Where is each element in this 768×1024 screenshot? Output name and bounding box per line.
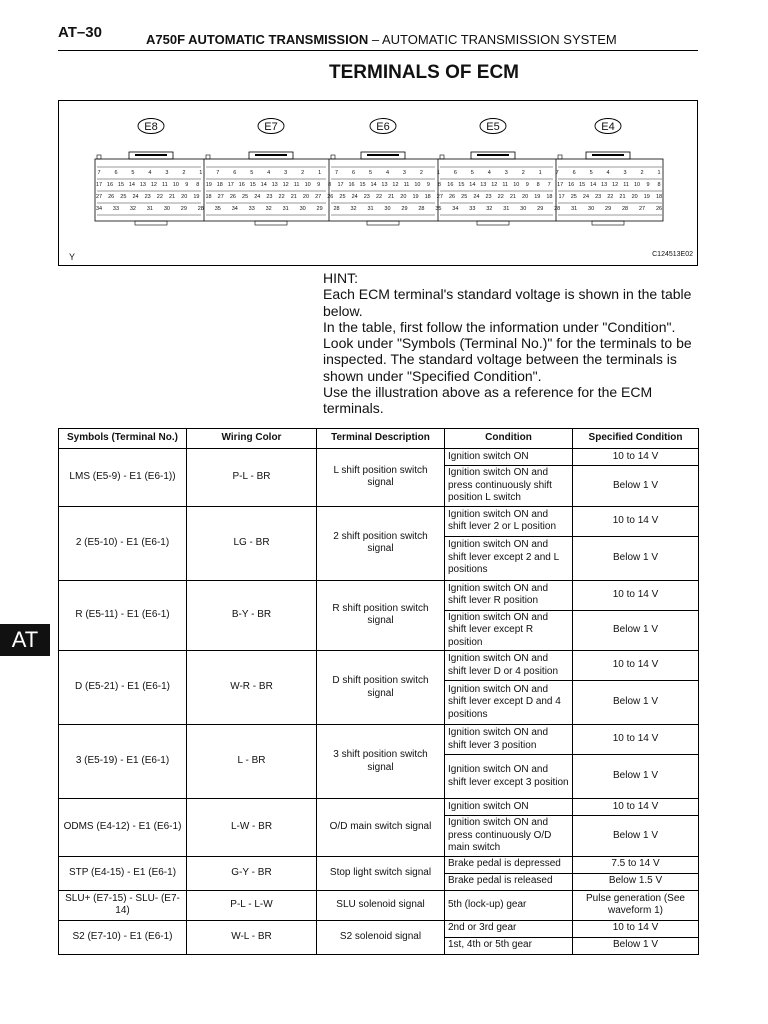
cell-condition: 2nd or 3rd gear xyxy=(445,920,573,937)
pin-number: 8 xyxy=(437,182,441,188)
cell-specified-condition: 10 to 14 V xyxy=(573,506,699,536)
cell-wiring: W-R - BR xyxy=(187,651,317,725)
pin-number: 19 xyxy=(205,182,212,188)
pin-number: 1 xyxy=(538,170,542,176)
table-row xyxy=(59,920,699,937)
pin-number: 14 xyxy=(260,182,267,188)
pin-number: 31 xyxy=(571,206,578,212)
cell-description: L shift position switch signal xyxy=(317,449,445,507)
pin-number: 10 xyxy=(633,182,641,188)
header-separator: – xyxy=(371,32,380,47)
pin-number: 12 xyxy=(392,182,399,188)
pin-number: 31 xyxy=(146,206,153,212)
cell-condition: Ignition switch ON and shift lever except D and 4 positions xyxy=(445,681,573,725)
pin-number: 26 xyxy=(108,194,115,200)
pin-number: 30 xyxy=(384,206,391,212)
pin-number: 7 xyxy=(97,170,101,176)
pin-number: 22 xyxy=(156,194,163,200)
header-model: A750F AUTOMATIC TRANSMISSION xyxy=(146,32,369,47)
connector-label: E7 xyxy=(264,121,278,133)
cell-specified-condition: 10 to 14 V xyxy=(573,580,699,610)
pin-number: 22 xyxy=(278,194,285,200)
cell-condition: Ignition switch ON and shift lever 2 or L position xyxy=(445,506,573,536)
pin-number: 11 xyxy=(502,182,509,188)
pin-number: 28 xyxy=(197,206,204,212)
pin-number: 7 xyxy=(547,182,551,188)
pin-number: 24 xyxy=(254,194,261,200)
pin-number: 3 xyxy=(165,170,169,176)
cell-symbol: SLU+ (E7-15) - SLU- (E7-14) xyxy=(59,890,187,920)
pin-number: 15 xyxy=(579,182,586,188)
cell-condition: 5th (lock-up) gear xyxy=(445,890,573,920)
col-header-symbols: Symbols (Terminal No.) xyxy=(59,429,187,449)
pin-number: 13 xyxy=(139,182,146,188)
pin-number: 30 xyxy=(520,206,527,212)
pin-number: 31 xyxy=(367,206,374,212)
connector-latch xyxy=(477,221,509,225)
running-header xyxy=(146,32,617,47)
cell-symbol: STP (E4-15) - E1 (E6-1) xyxy=(59,856,187,890)
pin-number: 4 xyxy=(487,170,491,176)
connector-key xyxy=(97,155,101,159)
pin-number: 5 xyxy=(250,170,254,176)
hint-block xyxy=(323,270,703,417)
cell-symbol: S2 (E7-10) - E1 (E6-1) xyxy=(59,920,187,954)
connector-latch xyxy=(135,221,167,225)
pin-number: 16 xyxy=(106,182,114,188)
pin-number: 34 xyxy=(231,206,238,212)
cell-description: R shift position switch signal xyxy=(317,580,445,651)
pin-number: 13 xyxy=(480,182,487,188)
pin-number: 10 xyxy=(414,182,421,188)
col-header-wiring: Wiring Color xyxy=(187,429,317,449)
pin-number: 29 xyxy=(316,206,323,212)
connector-key xyxy=(331,155,335,159)
pin-number: 15 xyxy=(359,182,366,188)
pin-number: 22 xyxy=(375,194,383,200)
table-row xyxy=(59,506,699,536)
connector-key xyxy=(206,155,210,159)
pin-number: 6 xyxy=(572,170,576,176)
connector-key xyxy=(440,155,444,159)
pin-number: 27 xyxy=(315,194,322,200)
pin-number: 22 xyxy=(497,194,504,200)
pin-number: 8 xyxy=(328,182,332,188)
cell-description: SLU solenoid signal xyxy=(317,890,445,920)
pin-number: 5 xyxy=(589,170,593,176)
cell-condition: Ignition switch ON and shift lever except 3 position xyxy=(445,755,573,799)
pin-number: 2 xyxy=(521,170,525,176)
pin-number: 18 xyxy=(205,194,212,200)
cell-specified-condition: Below 1 V xyxy=(573,755,699,799)
page-number: AT–30 xyxy=(58,24,102,41)
pin-number: 18 xyxy=(546,194,553,200)
cell-specified-condition: Below 1 V xyxy=(573,610,699,651)
pin-number: 25 xyxy=(339,194,346,200)
hint-line: In the table, first follow the information under "Condition". Look under "Symbols (Terminal No.)" for the terminals to be inspected. The standard voltage between the terminals is shown under "Specified Condition". xyxy=(323,318,692,384)
pin-number: 17 xyxy=(557,182,564,188)
hint-label: HINT: xyxy=(323,270,358,286)
pin-number: 7 xyxy=(216,170,220,176)
cell-wiring: G-Y - BR xyxy=(187,856,317,890)
cell-condition: Ignition switch ON and shift lever except 2 and L positions xyxy=(445,536,573,580)
pin-number: 5 xyxy=(470,170,474,176)
pin-number: 16 xyxy=(447,182,454,188)
pin-number: 18 xyxy=(655,194,663,200)
pin-number: 25 xyxy=(570,194,577,200)
pin-number: 29 xyxy=(401,206,408,212)
pin-number: 16 xyxy=(348,182,355,188)
cell-condition: Ignition switch ON and shift lever R position xyxy=(445,580,573,610)
figure-code: C124513E02 xyxy=(652,251,693,258)
pin-number: 11 xyxy=(162,182,168,188)
cell-symbol: D (E5-21) - E1 (E6-1) xyxy=(59,651,187,725)
pin-number: 33 xyxy=(112,206,120,212)
header-rule xyxy=(58,50,698,51)
pin-number: 35 xyxy=(214,206,221,212)
cell-specified-condition: 10 to 14 V xyxy=(573,449,699,466)
cell-specified-condition: Below 1 V xyxy=(573,536,699,580)
pin-number: 1 xyxy=(657,170,661,176)
cell-symbol: R (E5-11) - E1 (E6-1) xyxy=(59,580,187,651)
pin-number: 10 xyxy=(172,182,179,188)
pin-number: 32 xyxy=(350,206,357,212)
cell-condition: Brake pedal is depressed xyxy=(445,856,573,873)
cell-condition: 1st, 4th or 5th gear xyxy=(445,937,573,954)
pin-number: 23 xyxy=(485,194,492,200)
pin-number: 24 xyxy=(473,194,480,200)
pin-number: 1 xyxy=(199,170,203,176)
cell-condition: Ignition switch ON and press continuously O/D main switch xyxy=(445,816,573,857)
pin-number: 15 xyxy=(458,182,465,188)
pin-number: 8 xyxy=(196,182,200,188)
pin-number: 14 xyxy=(590,182,597,188)
connector-label: E6 xyxy=(376,121,390,133)
pin-number: 24 xyxy=(582,194,590,200)
pin-number: 17 xyxy=(227,182,234,188)
pin-number: 21 xyxy=(619,194,626,200)
pin-number: 9 xyxy=(426,182,430,188)
pin-number: 34 xyxy=(452,206,459,212)
pin-number: 4 xyxy=(606,170,610,176)
pin-number: 26 xyxy=(448,194,456,200)
pin-number: 28 xyxy=(333,206,340,212)
pin-number: 3 xyxy=(284,170,288,176)
pin-number: 8 xyxy=(657,182,661,188)
pin-number: 25 xyxy=(242,194,249,200)
cell-description: 3 shift position switch signal xyxy=(317,725,445,799)
pin-number: 9 xyxy=(646,182,650,188)
hint-line: Each ECM terminal's standard voltage is shown in the table below. xyxy=(323,286,692,319)
pin-number: 2 xyxy=(419,170,423,176)
hint-line: Use the illustration above as a reference for the ECM terminals. xyxy=(323,384,653,417)
cell-specified-condition: 10 to 14 V xyxy=(573,725,699,755)
cell-wiring: P-L - BR xyxy=(187,449,317,507)
pin-number: 17 xyxy=(95,182,103,188)
pin-number: 21 xyxy=(168,194,176,200)
col-header-specified: Specified Condition xyxy=(573,429,699,449)
col-header-condition: Condition xyxy=(445,429,573,449)
pin-number: 6 xyxy=(114,170,118,176)
pin-number: 20 xyxy=(302,194,310,200)
pin-number: 15 xyxy=(117,182,125,188)
pin-number: 2 xyxy=(301,170,305,176)
cell-condition: Ignition switch ON and press continuously shift position L switch xyxy=(445,466,573,507)
table-row xyxy=(59,651,699,681)
connector-label: E8 xyxy=(144,121,158,133)
connector-key xyxy=(558,155,562,159)
pin-number: 14 xyxy=(128,182,136,188)
pin-number: 32 xyxy=(265,206,272,212)
pin-number: 18 xyxy=(424,194,431,200)
table-row xyxy=(59,580,699,610)
pin-number: 1 xyxy=(436,170,440,176)
pin-number: 14 xyxy=(469,182,476,188)
pin-number: 27 xyxy=(436,194,443,200)
pin-number: 11 xyxy=(623,182,629,188)
pin-number: 23 xyxy=(595,194,602,200)
pin-number: 11 xyxy=(293,182,300,188)
pin-number: 27 xyxy=(217,194,224,200)
cell-condition: Brake pedal is released xyxy=(445,873,573,890)
pin-number: 6 xyxy=(233,170,237,176)
pin-number: 30 xyxy=(299,206,306,212)
page-title: TERMINALS OF ECM xyxy=(329,62,519,83)
cell-condition: Ignition switch ON xyxy=(445,449,573,466)
header-section: AUTOMATIC TRANSMISSION SYSTEM xyxy=(381,32,617,47)
cell-specified-condition: 10 to 14 V xyxy=(573,799,699,816)
cell-condition: Ignition switch ON and shift lever 3 position xyxy=(445,725,573,755)
cell-description: Stop light switch signal xyxy=(317,856,445,890)
cell-specified-condition: Below 1.5 V xyxy=(573,873,699,890)
pin-number: 29 xyxy=(537,206,544,212)
pin-number: 1 xyxy=(318,170,322,176)
section-tab: AT xyxy=(0,624,50,656)
pin-number: 29 xyxy=(180,206,187,212)
pin-number: 15 xyxy=(249,182,256,188)
cell-description: D shift position switch signal xyxy=(317,651,445,725)
pin-number: 19 xyxy=(193,194,200,200)
pin-number: 6 xyxy=(453,170,457,176)
pin-number: 13 xyxy=(381,182,388,188)
cell-description: O/D main switch signal xyxy=(317,799,445,857)
pin-number: 33 xyxy=(469,206,476,212)
cell-specified-condition: 10 to 14 V xyxy=(573,920,699,937)
cell-specified-condition: Below 1 V xyxy=(573,937,699,954)
pin-number: 16 xyxy=(238,182,245,188)
pin-number: 16 xyxy=(568,182,575,188)
col-header-description: Terminal Description xyxy=(317,429,445,449)
pin-number: 28 xyxy=(418,206,425,212)
pin-number: 26 xyxy=(327,194,334,200)
cell-wiring: LG - BR xyxy=(187,506,317,580)
connector-label: E5 xyxy=(486,121,500,133)
pin-number: 7 xyxy=(335,170,339,176)
connector-latch xyxy=(255,221,287,225)
pin-number: 2 xyxy=(640,170,644,176)
pin-number: 23 xyxy=(144,194,151,200)
cell-wiring: W-L - BR xyxy=(187,920,317,954)
pin-number: 19 xyxy=(643,194,650,200)
cell-condition: Ignition switch ON and shift lever D or 4 position xyxy=(445,651,573,681)
pin-number: 12 xyxy=(491,182,498,188)
pin-number: 30 xyxy=(588,206,595,212)
pin-number: 17 xyxy=(337,182,344,188)
pin-number: 23 xyxy=(266,194,273,200)
cell-symbol: 2 (E5-10) - E1 (E6-1) xyxy=(59,506,187,580)
pin-number: 33 xyxy=(248,206,255,212)
pin-number: 12 xyxy=(282,182,289,188)
pin-number: 2 xyxy=(182,170,186,176)
pin-number: 10 xyxy=(513,182,520,188)
pin-number: 32 xyxy=(129,206,137,212)
pin-number: 34 xyxy=(95,206,103,212)
pin-number: 4 xyxy=(148,170,152,176)
cell-symbol: 3 (E5-19) - E1 (E6-1) xyxy=(59,725,187,799)
pin-number: 10 xyxy=(304,182,311,188)
pin-number: 25 xyxy=(120,194,127,200)
pin-number: 26 xyxy=(655,206,663,212)
figure-corner-letter: Y xyxy=(69,252,76,262)
ecm-terminal-table xyxy=(58,428,699,955)
cell-symbol: LMS (E5-9) - E1 (E6-1)) xyxy=(59,449,187,507)
cell-specified-condition: 10 to 14 V xyxy=(573,651,699,681)
pin-number: 19 xyxy=(534,194,541,200)
ecm-connector-figure xyxy=(58,100,698,266)
cell-specified-condition: 7.5 to 14 V xyxy=(573,856,699,873)
pin-number: 3 xyxy=(402,170,406,176)
pin-number: 28 xyxy=(621,206,629,212)
pin-number: 17 xyxy=(558,194,565,200)
pin-number: 19 xyxy=(412,194,419,200)
pin-number: 7 xyxy=(555,170,559,176)
pin-number: 27 xyxy=(638,206,646,212)
pin-number: 20 xyxy=(400,194,407,200)
pin-number: 28 xyxy=(554,206,561,212)
pin-number: 12 xyxy=(150,182,157,188)
pin-number: 27 xyxy=(95,194,103,200)
cell-condition: Ignition switch ON xyxy=(445,799,573,816)
cell-description: 2 shift position switch signal xyxy=(317,506,445,580)
cell-specified-condition: Below 1 V xyxy=(573,681,699,725)
pin-number: 4 xyxy=(267,170,271,176)
cell-wiring: L-W - BR xyxy=(187,799,317,857)
pin-number: 12 xyxy=(612,182,619,188)
pin-number: 20 xyxy=(181,194,188,200)
pin-number: 18 xyxy=(216,182,223,188)
table-row xyxy=(59,449,699,466)
pin-number: 31 xyxy=(282,206,289,212)
pin-number: 5 xyxy=(131,170,135,176)
table-row xyxy=(59,890,699,920)
table-row xyxy=(59,799,699,816)
pin-number: 3 xyxy=(623,170,627,176)
cell-condition: Ignition switch ON and shift lever except R position xyxy=(445,610,573,651)
pin-number: 26 xyxy=(229,194,236,200)
pin-number: 20 xyxy=(522,194,529,200)
pin-number: 14 xyxy=(370,182,377,188)
cell-specified-condition: Below 1 V xyxy=(573,816,699,857)
table-row xyxy=(59,856,699,873)
pin-number: 21 xyxy=(509,194,516,200)
pin-number: 9 xyxy=(317,182,321,188)
pin-number: 31 xyxy=(503,206,510,212)
pin-number: 6 xyxy=(352,170,356,176)
pin-number: 9 xyxy=(525,182,529,188)
table-row xyxy=(59,725,699,755)
pin-number: 30 xyxy=(163,206,170,212)
pin-number: 24 xyxy=(351,194,358,200)
cell-wiring: L - BR xyxy=(187,725,317,799)
pin-number: 23 xyxy=(363,194,370,200)
pin-number: 29 xyxy=(605,206,612,212)
pin-number: 5 xyxy=(368,170,373,176)
pin-number: 3 xyxy=(504,170,508,176)
pin-number: 20 xyxy=(631,194,638,200)
pin-number: 4 xyxy=(385,170,390,176)
table-header-row xyxy=(59,429,699,449)
cell-wiring: B-Y - BR xyxy=(187,580,317,651)
pin-number: 35 xyxy=(435,206,442,212)
connector-latch xyxy=(367,221,399,225)
pin-number: 21 xyxy=(388,194,395,200)
pin-number: 11 xyxy=(403,182,410,188)
cell-wiring: P-L - L-W xyxy=(187,890,317,920)
pin-number: 8 xyxy=(536,182,540,188)
connector-latch xyxy=(592,221,624,225)
cell-description: S2 solenoid signal xyxy=(317,920,445,954)
pin-number: 24 xyxy=(132,194,139,200)
cell-specified-condition: Pulse generation (See waveform 1) xyxy=(573,890,699,920)
connector-label: E4 xyxy=(601,121,615,133)
pin-number: 22 xyxy=(607,194,614,200)
connector-diagram xyxy=(59,101,699,267)
pin-number: 9 xyxy=(185,182,189,188)
pin-number: 21 xyxy=(290,194,297,200)
cell-symbol: ODMS (E4-12) - E1 (E6-1) xyxy=(59,799,187,857)
cell-specified-condition: Below 1 V xyxy=(573,466,699,507)
pin-number: 32 xyxy=(486,206,493,212)
pin-number: 13 xyxy=(271,182,278,188)
pin-number: 25 xyxy=(461,194,468,200)
pin-number: 13 xyxy=(601,182,608,188)
